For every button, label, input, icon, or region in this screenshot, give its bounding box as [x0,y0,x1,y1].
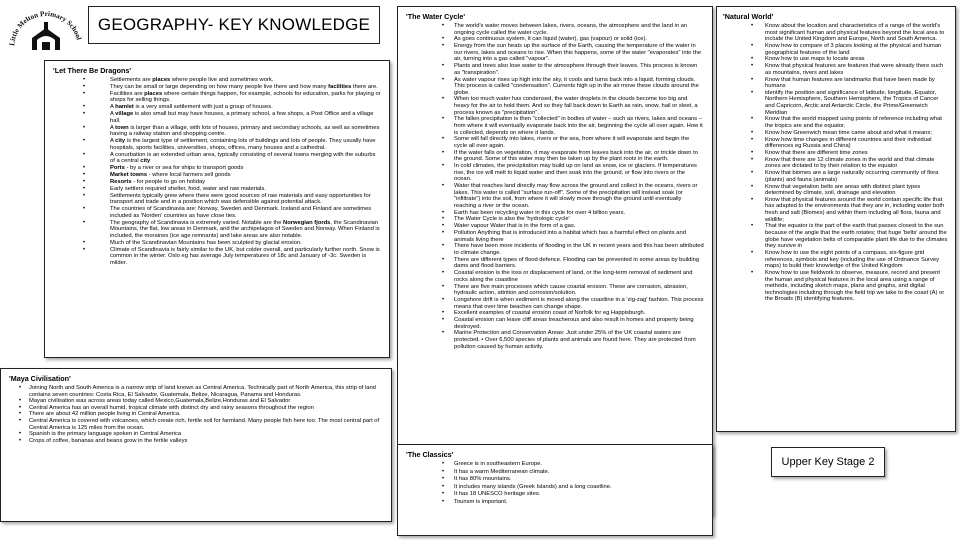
list-item: • Energy from the sun heats up the surface of the Earth, causing the temperature of the water in our rivers, lakes and oceans to rise. When this happens, some of the water "evaporates" into the air, turning into a gas called "vapour". [406,43,704,63]
list-item: • Settlements are places where people live and sometimes work. [53,77,381,84]
list-item: • Coastal erosion is the loss or displacement of land, or the long-term removal of sediment and rocks along the coastline [406,270,704,283]
classics-list [406,461,704,506]
school-building-icon [6,4,84,54]
list-item: • Know how time changes in different countries and their individual differences eg Russia and China) [723,137,949,150]
list-item: • The world's water moves between lakes, rivers, oceans, the atmosphere and the land in an ongoing cycle called the water cycle. [406,23,704,36]
list-item: • Marine Protection and Conservation Areas: Just under 25% of the UK coastal waters are protected. • Over 6,500 species of plants and animals are found here. They are protected from pollution caused by human activity. [406,330,704,350]
list-item: • identify the position and significance of latitude, longitude, Equator, Northern Hemisphere, Southern Hemisphere, the Tropics of Cancer and Capricorn, Arctic and Antarctic Circle, the Prime/Greenwich Meridian [723,90,949,116]
list-item: • It has 80% mountains. [406,476,704,483]
list-item: • Resorts - for people to go on holiday [53,179,381,186]
list-item: • Know how to use fieldwork to observe, measure, record and present the human and physical features in the local area using a range of methods, including sketch maps, plans and graphs, and digital technologies including through the field trip we take to the coast (A) or the Broads (B) identifying features. [723,270,949,303]
list-item: • Know that there are different time zones [723,150,949,157]
water-heading: 'The Water Cycle' [406,12,466,21]
key-stage-label: Upper Key Stage 2 [781,456,875,468]
list-item: • Water that reaches land directly may flow across the ground and collect in the oceans, rivers or lakes. This water is called "surface run-off". Some of the precipitation will instead soak (or "infiltrate") into the soil, from where it will slowly move through the ground until eventually reaching a river or the ocean. [406,183,704,209]
classics-panel [397,444,713,536]
list-item: • There are five main processes which cause coastal erosion. These are corrasion, abrasion, hydraulic action, attrition and corrosion/solution. [406,284,704,297]
list-item: • Market towns - where local farmers sell goods [53,172,381,179]
list-item: • A town is larger than a village, with lots of houses, primary and secondary schools, as well as sometimes having a railway station and shopping centre. [53,125,381,138]
list-item: • Know that physical features around the world contain specific life that has adapted to the environments that they are in, including water both fresh and salt (Biomes) and within them including all flora, fauna and wildlife; [723,197,949,223]
list-item: • Mayan civilisation was across areas today called Mexico,Guatemala,Belize,Honduras and El Salvador [9,398,383,405]
list-item: • As water vapour rises up high into the sky, it cools and turns back into a liquid, forming clouds. This process is called "condensation". Currents high up in the air move these clouds around the globe. [406,77,704,97]
list-item: • Spanish is the primary language spoken in Central America [9,431,383,438]
list-item: • Joining North and South America is a narrow strip of land known as Central America. Technically part of North America, this strip of land contains seven countries: Costa Rica, El Salvador, Guatemala, Belize, Nicaragua, Panama and Honduras. [9,385,383,398]
list-item: • As goes continuous system, it can liquid (water), gas (vapour) or solid (ice). [406,36,704,43]
list-item: • Some will fall directly into lakes, rivers or the sea, from where it will evaporate and begin the cycle all over again. [406,136,704,149]
list-item: • Pollution Anything that is introduced into a habitat which has a harmful effect on plants and animals living there [406,230,704,243]
list-item: • In cold climates, the precipitation may build up on land as snow, ice or glaciers. If temperatures rise, the ice will melt to liquid water and then soak into the ground, or flow into rivers or the ocean. [406,163,704,183]
list-item: • They can be small or large depending on how many people live there and how many facilities there are. [53,84,381,91]
list-item: • That the equator is the part of the earth that passes closest to the sun because of the angle that the earth rotates; that huge 'belts' around the globe have vegetation belts of comparable plant life due to the climates they survive in [723,223,949,249]
list-item: • Early settlers required shelter, food, water and raw materials. [53,186,381,193]
list-item: • Know how to compare of 3 places looking at the physical and human geographical features of the land [723,43,949,56]
list-item: • A village is also small but may have houses, a primary school, a few shops, a Post Office and a village hall. [53,111,381,124]
list-item: • The fallen precipitation is then "collected" in bodies of water – such as rivers, lakes and oceans – from where it will eventually evaporate back into the air, beginning the cycle all over again. How it is collected, depends on where it lands. [406,116,704,136]
dragons-list [53,77,381,266]
list-item: • Longshore drift is when sediment is moved along the coastline in a 'zig-zag' fashion. This process means that over time beaches can change shape. [406,297,704,310]
list-item: • There have been more incidents of flooding in the UK in recent years and this has been attributed to climate change. [406,243,704,256]
logo-text: Little Melton Primary School [8,9,83,47]
list-item: • Plants and trees also lose water to the atmosphere through their leaves. This process is known as "transpiration". [406,63,704,76]
list-item: • When too much water has condensed, the water droplets in the clouds become too big and heavy for the air to hold them. And so they fall back down to Earth as rain, snow, hail or sleet, a process known as "precipitation". [406,96,704,116]
list-item: • Water vapour Water that is in the form of a gas. [406,223,704,230]
list-item: • Know that human features are landmarks that have been made by humans [723,77,949,90]
list-item: • Excellent examples of coastal erosion coast of Norfolk for eg Happisburgh. [406,310,704,317]
water-list [406,23,704,350]
list-item: • Know how to use maps to locate areas [723,56,949,63]
key-stage-box [771,447,885,477]
dragons-panel [44,60,390,358]
list-item: • Know about the location and characteristics of a range of the world's most significant human and physical features beyond the local area to include the United Kingdom and Europe, North and South America. [723,23,949,43]
list-item: • Know that physical features are features that were already there such as mountains, rivers and lakes [723,63,949,76]
list-item: • A hamlet is a very small settlement with just a group of houses. [53,104,381,111]
maya-heading: 'Maya Civilisation' [9,374,71,383]
page-title: GEOGRAPHY- KEY KNOWLEDGE [97,15,371,34]
list-item: • There are different types of flood defence. Flooding can be prevented in some areas by building dams and flood barriers. [406,257,704,270]
dragons-heading: 'Let There Be Dragons' [53,66,132,75]
list-item: • Know how to use the eight points of a compass, six-figure grid references, symbols and key (including the use of Ordnance Survey maps) to build their knowledge of the United Kingdom [723,250,949,270]
title-box [88,6,380,44]
list-item: • Coastal erosion can leave cliff areas treacherous and also result in homes and property being destroyed. [406,317,704,330]
natural-world-panel [716,6,956,432]
school-logo [6,4,84,54]
list-item: • Know that vegetation belts are areas with distinct plant types determined by climate, soil, drainage and elevation [723,184,949,197]
list-item: • Tourism is important. [406,499,704,506]
list-item: • The geography of Scandinavia is extremely varied. Notable are the Norwegian fjords, the Scandinavian Mountains, the flat, low areas in Denmark, and the archipelagos of Sweden and Norway. When Finland is included, the moraines (ice age remnants) and lake areas are also notable. [53,220,381,240]
list-item: • Central America has an overall humid, tropical climate with distinct dry and rainy seasons throughout the region [9,405,383,412]
list-item: • It has 18 UNESCO heritage sites. [406,491,704,498]
list-item: • The Water Cycle is also the 'hydrologic cycle' [406,216,704,223]
maya-list [9,385,383,444]
list-item: • The countries of Scandinavia are: Norway, Sweden and Denmark. Iceland and Finland are sometimes included as 'Norden' countries as have close ties. [53,206,381,219]
natural-heading: 'Natural World' [723,12,774,21]
list-item: • It has a warm Mediterranean climate. [406,469,704,476]
list-item: • A city is the largest type of settlement, containing lots of buildings and lots of people. They usually have hospitals, sports facilities, universities, shops, offices, many houses and a cathedral. [53,138,381,151]
list-item: • There are about 42 million people living in Central America. [9,411,383,418]
list-item: • Know that there are 12 climate zones in the world and that climate zones are dictated to by their relation to the equator [723,157,949,170]
list-item: • Much of the Scandinavian Mountains has been sculpted by glacial erosion. [53,240,381,247]
water-cycle-panel [397,6,713,516]
list-item: • It includes many islands (Greek Islands) and a long coastline. [406,484,704,491]
list-item: • Know how Greenwich mean time came about and what it means; [723,130,949,137]
natural-list [723,23,949,303]
list-item: • Crops of coffee, bananas and beans grow in the fertile valleys [9,438,383,445]
list-item: • A conurbation is an extended urban area, typically consisting of several towns merging with the suburbs of a central city [53,152,381,165]
list-item: • Earth has been recycling water in this cycle for over 4 billion years. [406,210,704,217]
list-item: • Know that the world mapped using points of reference including what the tropics are and the equator. [723,116,949,129]
list-item: • Climate of Scandinavia is fairly similar to the UK, but colder overall, and particularly further north. Snow is common in the winter. Oslo eg has average July temperatures of 18c and January of -3c. Sweden is milder. [53,247,381,267]
maya-panel [0,368,392,522]
list-item: • Greece is in southeastern Europe. [406,461,704,468]
list-item: • Settlements typically grew where there were good sources of raw materials and easy opportunities for transport and trade and in a position which was defensible against potential attack. [53,193,381,206]
list-item: • If the water falls on vegetation, it may evaporate from leaves back into the air, or trickle down to the ground. Some of this water may then be taken up by the plant roots in the earth. [406,150,704,163]
list-item: • Central America is covered with volcanoes, which create rich, fertile soil for farmland. Many people fish here too. The most central part of Central America is 125 miles from the ocean. [9,418,383,431]
list-item: • Ports - by a river or sea for ships to transport goods [53,165,381,172]
list-item: • Know that biomes are a large naturally occurring community of flora (plants) and fauna (animals) [723,170,949,183]
classics-heading: 'The Classics' [406,450,454,459]
list-item: • Facilities are places where certain things happen, for example, schools for education, parks for playing or shops for selling things. [53,91,381,104]
